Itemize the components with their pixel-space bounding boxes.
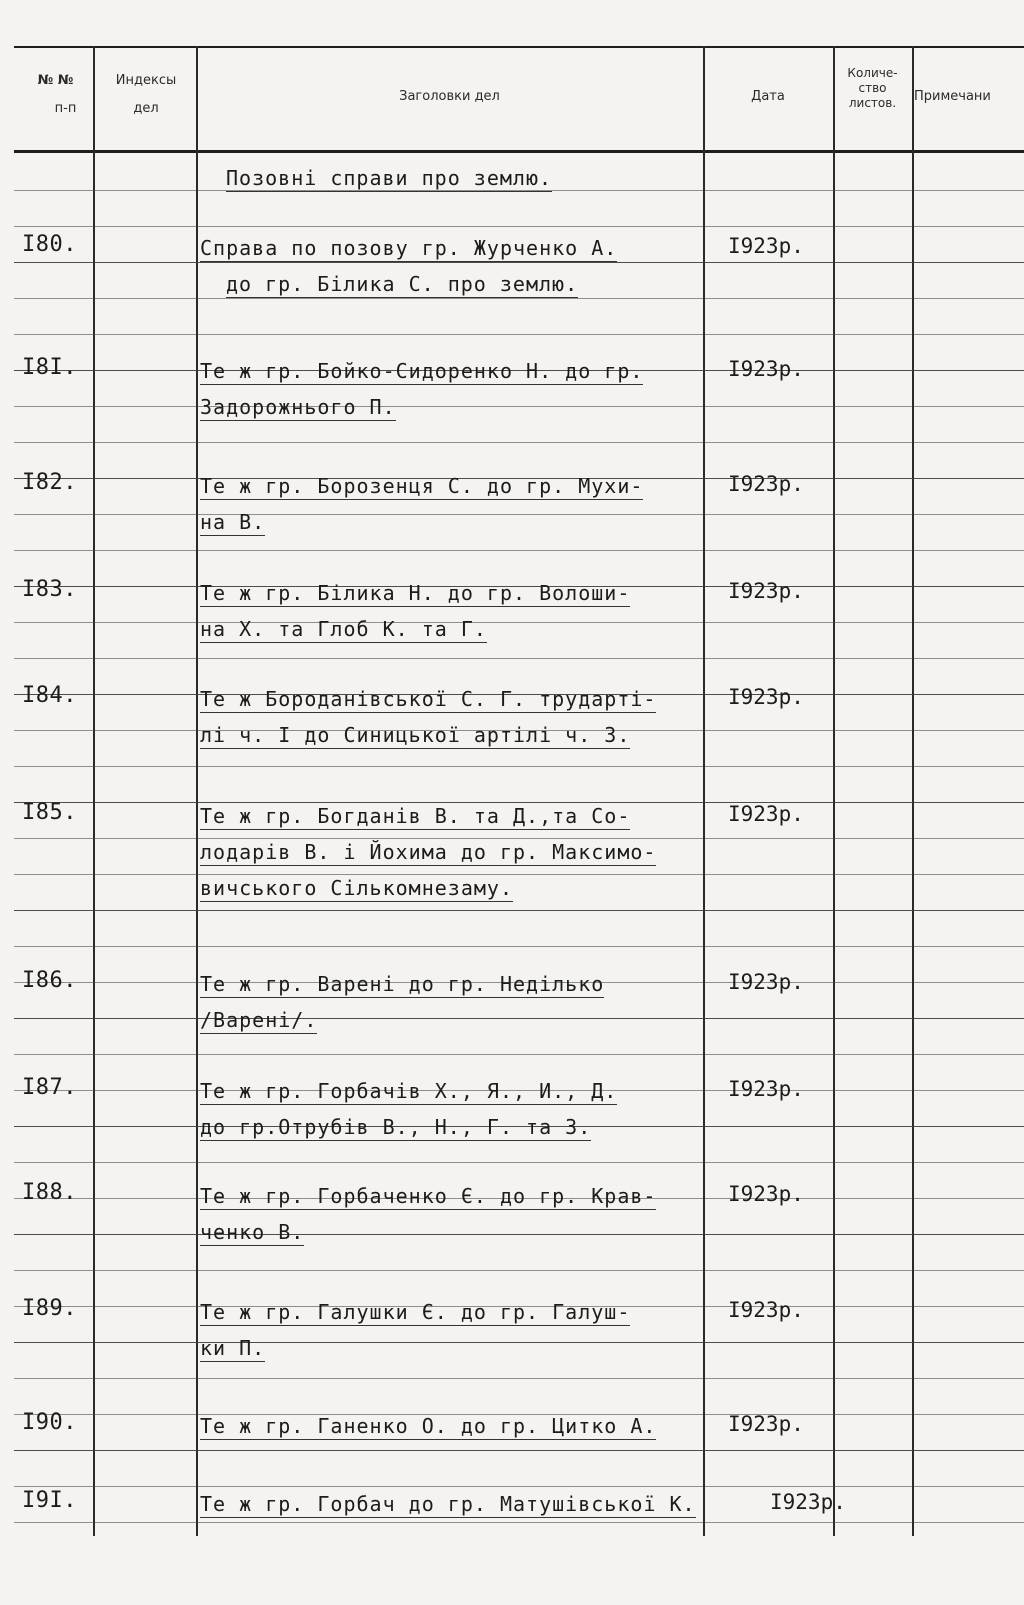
entry-title-text: ки П. [200, 1336, 266, 1360]
entry-number: I84. [22, 683, 77, 708]
entry-number: I80. [22, 232, 77, 257]
ledger-rule [14, 514, 1024, 515]
ledger-rule [14, 406, 1024, 407]
entry-title-line-1 [200, 1300, 630, 1324]
entry-title-line-2 [200, 723, 630, 747]
entry-title-line-1 [200, 972, 604, 996]
entry-title-text: лі ч. I до Синицької артілі ч. 3. [200, 723, 631, 747]
entry-title-text: Те ж гр. Горбач до гр. Матушівської К. [200, 1492, 696, 1516]
col-divider-4 [833, 46, 835, 1536]
entry-title-text: Справа по позову гр. Журченко А. [200, 236, 618, 260]
entry-title-line-1 [200, 804, 630, 828]
header-num [18, 72, 93, 117]
entry-title-text: Те ж гр. Білика Н. до гр. Волоши- [200, 581, 631, 605]
ledger-rule [14, 1018, 1024, 1019]
entry-date: I923р. [728, 1298, 804, 1322]
entry-date: I923р. [728, 472, 804, 496]
header-sheets-line1: Количе- [847, 66, 898, 80]
entry-number: I82. [22, 470, 77, 495]
entry-date: I923р. [728, 685, 804, 709]
header-bottom-rule [14, 150, 1024, 153]
entry-title-text: до гр.Отрубів В., Н., Г. та З. [200, 1115, 592, 1139]
entry-number: I9I. [22, 1488, 77, 1513]
entry-number: I86. [22, 968, 77, 993]
entry-title-line-2 [200, 395, 396, 419]
entry-title-text: Те ж гр. Горбачів Х., Я., И., Д. [200, 1079, 618, 1103]
section-title [226, 166, 552, 190]
top-rule [14, 46, 1024, 48]
header-num-line2: п-п [54, 100, 77, 116]
entry-title-text: Те ж гр. Борозенця С. до гр. Мухи- [200, 474, 644, 498]
ledger-rule [14, 874, 1024, 875]
entry-number: I90. [22, 1410, 77, 1435]
ledger-rule [14, 946, 1024, 947]
entry-title-line-2 [200, 840, 656, 864]
header-notes: Примечани [914, 89, 991, 104]
entry-title-text: Задорожнього П. [200, 395, 396, 419]
entry-number: I85. [22, 800, 77, 825]
ledger-rule [14, 622, 1024, 623]
ledger-rule [14, 1378, 1024, 1379]
entry-number: I87. [22, 1075, 77, 1100]
ledger-rule [14, 838, 1024, 839]
header-index-line1: Индексы [115, 73, 177, 88]
ledger-rule [14, 226, 1024, 227]
ledger-rule [14, 190, 1024, 191]
header-title: Заголовки дел [399, 89, 500, 104]
entry-title-text: Те ж гр. Варені до гр. Неділько [200, 972, 605, 996]
entry-date: I923р. [728, 1182, 804, 1206]
ledger-rule [14, 334, 1024, 335]
header-sheets-line2: ство [858, 81, 887, 95]
entry-title-line-2 [200, 1115, 591, 1139]
entry-number: I89. [22, 1296, 77, 1321]
entry-title-line-2 [226, 272, 578, 296]
header-sheets [833, 66, 912, 111]
entry-title-text: Те ж гр. Ганенко О. до гр. Цитко А. [200, 1414, 657, 1438]
entry-title-text: /Варені/. [200, 1008, 318, 1032]
header-index [96, 72, 196, 117]
header-num-line1: № № [37, 73, 74, 88]
entry-date: I923р. [728, 234, 804, 258]
entry-date: I923р. [728, 1077, 804, 1101]
ledger-rule [14, 550, 1024, 551]
entry-title-text: ченко В. [200, 1220, 305, 1244]
col-divider-1 [93, 46, 95, 1536]
ledger-rule [14, 910, 1024, 911]
entry-title-line-1 [200, 581, 630, 605]
entry-date: I923р. [728, 1412, 804, 1436]
col-divider-2 [196, 46, 198, 1536]
entry-title-line-1 [200, 236, 617, 260]
col-divider-3 [703, 46, 705, 1536]
entry-title-line-2 [200, 1008, 317, 1032]
ledger-rule [14, 1522, 1024, 1523]
entry-title-text: на Х. та Глоб К. та Г. [200, 617, 487, 641]
ledger-rule [14, 1162, 1024, 1163]
col-divider-5 [912, 46, 914, 1536]
header-index-line2: дел [133, 100, 159, 116]
entry-title-text: лодарів В. і Йохима до гр. Максимо- [200, 840, 657, 864]
entry-title-text: Те ж гр. Галушки Є. до гр. Галуш- [200, 1300, 631, 1324]
entry-title-line-2 [200, 1336, 265, 1360]
entry-title-text: до гр. Білика С. про землю. [226, 272, 579, 296]
ledger-rule [14, 298, 1024, 299]
entry-date: I923р. [770, 1490, 846, 1514]
entry-title-line-2 [200, 617, 487, 641]
ledger-rule [14, 1342, 1024, 1343]
entry-title-text: на В. [200, 510, 266, 534]
entry-title-line-2 [200, 510, 265, 534]
ledger-rule [14, 1486, 1024, 1487]
entry-title-text: Те ж Бороданівської С. Г. трударті- [200, 687, 657, 711]
entry-date: I923р. [728, 579, 804, 603]
header-date: Дата [751, 89, 785, 104]
entry-title-text: Те ж гр. Богданів В. та Д.,та Со- [200, 804, 631, 828]
entry-title-line-1 [200, 687, 656, 711]
entry-title-line-1 [200, 359, 643, 383]
entry-number: I8I. [22, 355, 77, 380]
entry-title-text: вичського Сількомнезаму. [200, 876, 513, 900]
ledger-rule [14, 1270, 1024, 1271]
entry-title-line-1 [200, 1492, 696, 1516]
ledger-rule [14, 1234, 1024, 1235]
entry-title-line-1 [200, 1079, 617, 1103]
entry-title-line-2 [200, 1220, 304, 1244]
entry-title-line-1 [200, 474, 643, 498]
entry-date: I923р. [728, 802, 804, 826]
ledger-rule [14, 1450, 1024, 1451]
entry-number: I83. [22, 577, 77, 602]
entry-date: I923р. [728, 357, 804, 381]
entry-title-line-1 [200, 1414, 656, 1438]
entry-title-line-1 [200, 1184, 656, 1208]
ledger-rule [14, 262, 1024, 263]
section-title-text: Позовні справи про землю. [226, 166, 553, 190]
ledger-rule [14, 442, 1024, 443]
entry-date: I923р. [728, 970, 804, 994]
entry-title-text: Те ж гр. Бойко-Сидоренко Н. до гр. [200, 359, 644, 383]
ledger-rule [14, 802, 1024, 803]
entry-title-line-3 [200, 876, 513, 900]
ledger-rule [14, 1054, 1024, 1055]
header-sheets-line3: листов. [848, 96, 897, 110]
entry-title-text: Те ж гр. Горбаченко Є. до гр. Крав- [200, 1184, 657, 1208]
ledger-rule [14, 658, 1024, 659]
ledger-rule [14, 766, 1024, 767]
entry-number: I88. [22, 1180, 77, 1205]
